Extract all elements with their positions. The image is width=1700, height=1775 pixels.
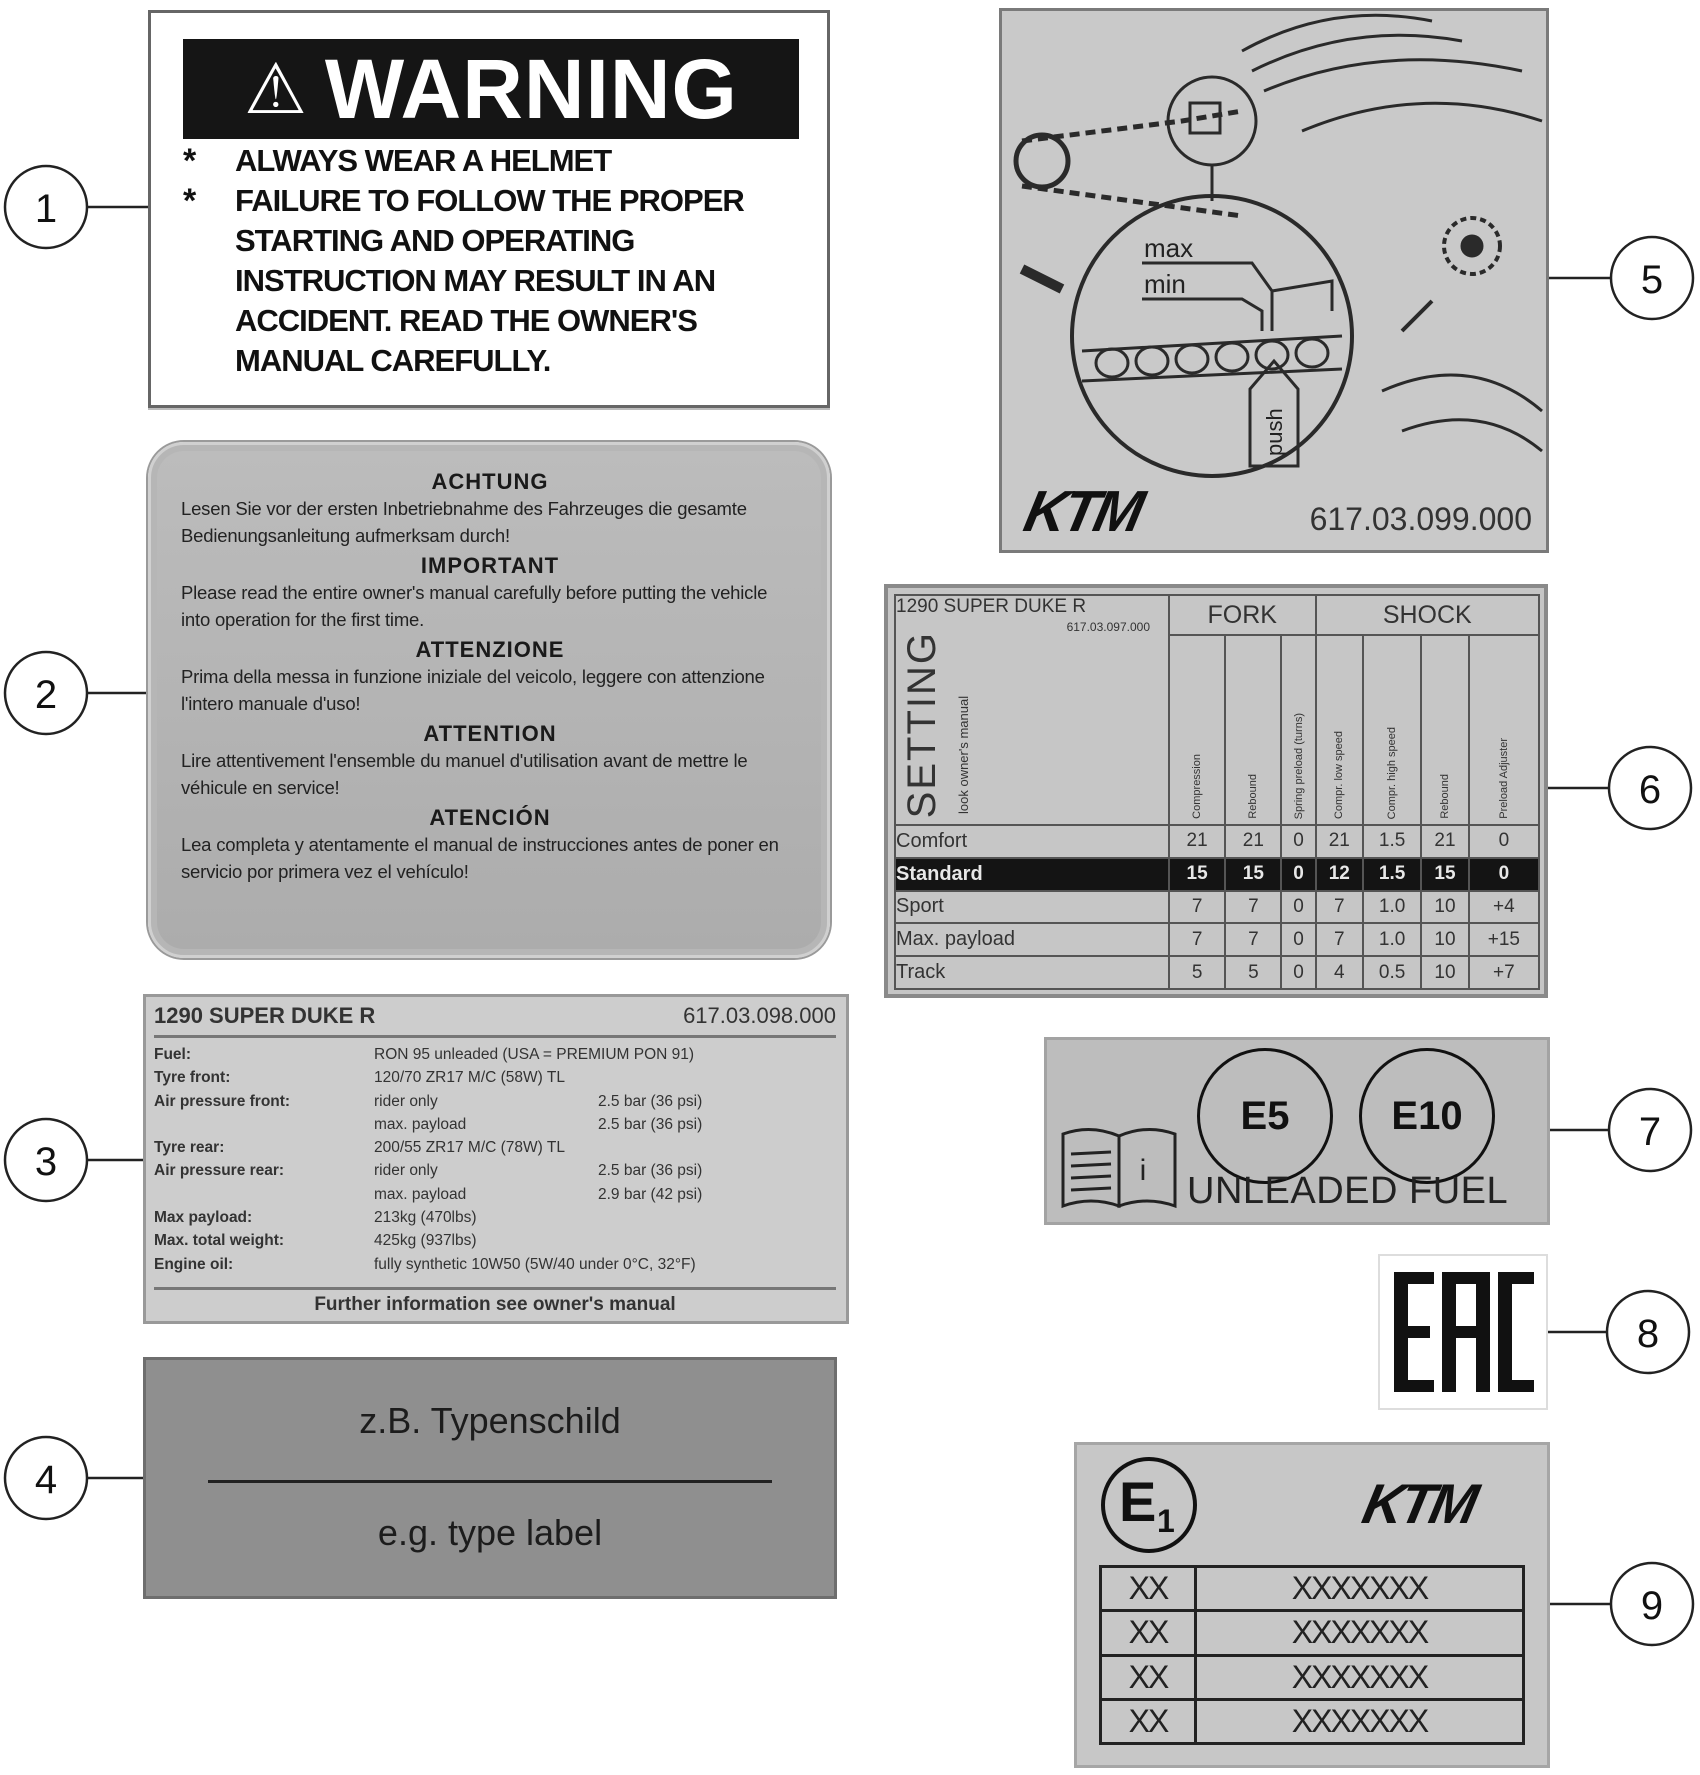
setting-model: 1290 SUPER DUKE R — [896, 596, 1087, 617]
spec-row-label: Air pressure front: — [154, 1092, 291, 1110]
warning-item-text: FAILURE TO FOLLOW THE PROPER STARTING AND OPERATING INSTRUCTION MAY RESULT IN AN ACCIDENT. READ THE OWNER'S MANUAL CAREFULLY. — [235, 183, 744, 378]
column-header-text: Compression — [1191, 754, 1204, 819]
spec-part-number: 617.03.098.000 — [683, 1003, 836, 1028]
cell: 7 — [1225, 923, 1281, 956]
info-book-icon — [1057, 1124, 1183, 1214]
e1-cell-code: XX — [1101, 1567, 1196, 1611]
notice-heading-fr: ATTENTION — [423, 721, 557, 746]
cell: 21 — [1225, 825, 1281, 858]
spec-row-extra: 2.5 bar (36 psi) — [598, 1092, 703, 1110]
spec-row — [154, 1253, 836, 1276]
spec-row-value: RON 95 unleaded (USA = PREMIUM PON 91) — [374, 1046, 695, 1063]
row-label: Track — [895, 956, 1169, 989]
cell: 1.0 — [1363, 891, 1421, 924]
spec-header — [154, 1003, 836, 1038]
cell: 7 — [1169, 891, 1225, 924]
setting-title: SETTING — [900, 630, 944, 818]
e1-row — [1101, 1567, 1524, 1611]
chain-part-number: 617.03.099.000 — [1309, 501, 1532, 537]
cell: 10 — [1421, 923, 1468, 956]
cell: +15 — [1469, 923, 1539, 956]
setting-row-comfort — [895, 825, 1539, 858]
e1-brand-logo — [1347, 1471, 1527, 1535]
cell: 7 — [1225, 891, 1281, 924]
e1-cell-value: XXXXXXX — [1196, 1611, 1524, 1655]
spec-row — [154, 1090, 836, 1113]
cell: +7 — [1469, 956, 1539, 989]
column-header — [1469, 635, 1539, 825]
row-label: Sport — [895, 891, 1169, 924]
warning-title: WARNING — [324, 41, 738, 136]
e1-table — [1099, 1565, 1525, 1745]
cell: 0 — [1281, 923, 1315, 956]
setting-row-sport — [895, 891, 1539, 924]
column-header-text: Rebound — [1247, 774, 1260, 819]
spec-model: 1290 SUPER DUKE R — [154, 1003, 376, 1028]
cell: 0 — [1281, 858, 1315, 891]
chain-tension-label — [999, 8, 1549, 553]
spec-row-extra: 2.9 bar (42 psi) — [598, 1185, 703, 1203]
multilanguage-notice-label — [148, 442, 830, 958]
e1-cell-code: XX — [1101, 1611, 1196, 1655]
fuel-ring-e5: E5 — [1197, 1048, 1333, 1184]
svg-text:i: i — [1139, 1154, 1147, 1187]
e1-cell-value: XXXXXXX — [1196, 1567, 1524, 1611]
spec-row — [154, 1113, 836, 1136]
e1-cell-value: XXXXXXX — [1196, 1699, 1524, 1743]
spec-row-label: Tyre rear: — [154, 1139, 225, 1157]
spec-row-label: Air pressure rear: — [154, 1162, 285, 1180]
setting-part-number: 617.03.097.000 — [1066, 620, 1150, 634]
warning-item — [183, 141, 803, 181]
callout-number-9: 9 — [1640, 1584, 1664, 1628]
cell: 21 — [1421, 825, 1468, 858]
spec-row — [154, 1159, 836, 1182]
cell: 0 — [1281, 825, 1315, 858]
setting-row-track — [895, 956, 1539, 989]
callout-number-2: 2 — [34, 673, 58, 717]
spec-row-extra: 2.5 bar (36 psi) — [598, 1162, 703, 1180]
e1-row — [1101, 1655, 1524, 1699]
column-header — [1421, 635, 1468, 825]
warning-banner — [183, 39, 799, 139]
type-label — [143, 1357, 837, 1599]
callout-number-3: 3 — [34, 1140, 58, 1184]
asterisk-icon: * — [183, 182, 196, 220]
chain-min-mark: min — [1144, 269, 1186, 299]
e1-approval-mark — [1101, 1457, 1197, 1553]
spec-row-label: Fuel: — [154, 1046, 192, 1063]
e1-cell-code: XX — [1101, 1655, 1196, 1699]
notice-text-de: Lesen Sie vor der ersten Inbetriebnahme des Fahrzeuges die gesamte Bedienungsanleitung aufmerksam durch! — [181, 498, 747, 546]
callout-number-4: 4 — [34, 1458, 58, 1502]
notice-text-es: Lea completa y atentamente el manual de instrucciones antes de poner en servicio por primera vez el vehículo! — [181, 834, 779, 882]
spec-row-label: Engine oil: — [154, 1255, 234, 1273]
column-header — [1169, 635, 1225, 825]
chain-brand-logo: KTM — [1018, 479, 1147, 544]
setting-row-max-payload — [895, 923, 1539, 956]
warning-item — [183, 181, 803, 381]
cell: 7 — [1316, 891, 1363, 924]
callout-number-1: 1 — [34, 187, 58, 231]
cell: 4 — [1316, 956, 1363, 989]
spec-footer: Further information see owner's manual — [154, 1287, 836, 1320]
column-header — [1225, 635, 1281, 825]
chain-push-mark: push — [1262, 408, 1287, 456]
asterisk-icon: * — [183, 142, 196, 180]
cell: 21 — [1316, 825, 1363, 858]
setting-subtitle: look owner's manual — [956, 695, 971, 814]
notice-text-fr: Lire attentivement l'ensemble du manuel d'utilisation avant de mettre le véhicule en service! — [181, 750, 748, 798]
spec-rows — [154, 1043, 836, 1276]
cell: 15 — [1225, 858, 1281, 891]
e1-brand-text: KTM — [1357, 1472, 1480, 1535]
spec-row-value: fully synthetic 10W50 (5W/40 under 0°C, 32°F) — [374, 1255, 696, 1273]
spec-row — [154, 1229, 836, 1252]
column-header — [1281, 635, 1315, 825]
e1-cell-value: XXXXXXX — [1196, 1655, 1524, 1699]
cell: 1.0 — [1363, 923, 1421, 956]
setting-table — [894, 594, 1540, 990]
chain-diagram — [1002, 11, 1546, 550]
eac-logo — [1380, 1256, 1546, 1408]
spec-row — [154, 1136, 836, 1159]
setting-header-cell — [895, 595, 1169, 825]
callout-number-8: 8 — [1636, 1312, 1660, 1356]
spec-row-label — [154, 1183, 374, 1206]
cell: +4 — [1469, 891, 1539, 924]
spec-row-value: rider only — [374, 1092, 438, 1110]
eac-mark-label — [1378, 1254, 1548, 1410]
notice-text-it: Prima della messa in funzione iniziale del veicolo, leggere con attenzione l'intero manuale d'uso! — [181, 666, 765, 714]
type-label-divider — [208, 1480, 772, 1483]
spec-row-value: 213kg (470lbs) — [374, 1209, 477, 1227]
cell: 5 — [1225, 956, 1281, 989]
warning-label — [148, 10, 830, 408]
row-label: Max. payload — [895, 923, 1169, 956]
cell: 7 — [1169, 923, 1225, 956]
spec-row — [154, 1206, 836, 1229]
type-label-english: e.g. type label — [377, 1512, 603, 1553]
spec-row-value: max. payload — [374, 1185, 467, 1203]
cell: 10 — [1421, 891, 1468, 924]
notice-heading-it: ATTENZIONE — [415, 637, 565, 662]
chain-max-mark: max — [1144, 233, 1194, 263]
column-header — [1363, 635, 1421, 825]
warning-triangle-icon: ⚠ — [244, 50, 307, 128]
warning-item-text: ALWAYS WEAR A HELMET — [235, 143, 612, 178]
e1-row — [1101, 1699, 1524, 1743]
group-fork: FORK — [1169, 595, 1316, 635]
spec-row-value: 120/70 ZR17 M/C (58W) TL — [374, 1069, 565, 1087]
spec-row-value: max. payload — [374, 1115, 467, 1133]
spec-row-label: Max payload: — [154, 1209, 253, 1227]
spec-row-value: 200/55 ZR17 M/C (78W) TL — [374, 1139, 565, 1157]
e1-cell-code: XX — [1101, 1699, 1196, 1743]
cell: 21 — [1169, 825, 1225, 858]
column-header-text: Preload Adjuster — [1497, 738, 1510, 819]
setting-row-standard — [895, 858, 1539, 891]
column-header-text: Compr. low speed — [1333, 730, 1346, 819]
e1-row — [1101, 1611, 1524, 1655]
column-header-text: Rebound — [1438, 774, 1451, 819]
callout-number-5: 5 — [1640, 258, 1664, 302]
specification-label — [143, 994, 849, 1324]
notice-heading-en: IMPORTANT — [420, 553, 560, 578]
spec-row-extra: 2.5 bar (36 psi) — [598, 1115, 703, 1133]
suspension-setting-label — [884, 584, 1548, 998]
row-label: Comfort — [895, 825, 1169, 858]
cell: 1.5 — [1363, 858, 1421, 891]
cell: 7 — [1316, 923, 1363, 956]
column-header-text: Compr. high speed — [1386, 726, 1399, 819]
notice-heading-de: ACHTUNG — [431, 469, 549, 494]
notice-heading-es: ATENCIÓN — [429, 805, 551, 830]
row-label: Standard — [895, 858, 1169, 891]
cell: 12 — [1316, 858, 1363, 891]
cell: 1.5 — [1363, 825, 1421, 858]
column-header-text: Spring preload (turns) — [1292, 712, 1305, 819]
spec-row-value: 425kg (937lbs) — [374, 1232, 477, 1250]
callout-number-6: 6 — [1638, 768, 1662, 812]
fuel-text: UNLEADED FUEL — [1187, 1170, 1509, 1212]
cell: 0.5 — [1363, 956, 1421, 989]
cell: 0 — [1469, 825, 1539, 858]
notice-text-en: Please read the entire owner's manual carefully before putting the vehicle into operation for the first time. — [181, 582, 768, 630]
e1-mark-letter: E — [1119, 1470, 1157, 1533]
spec-row-label: Tyre front: — [154, 1069, 231, 1087]
spec-row-label — [154, 1113, 374, 1136]
spec-row-value: rider only — [374, 1162, 438, 1180]
e1-approval-label — [1074, 1442, 1550, 1768]
cell: 0 — [1281, 891, 1315, 924]
spec-row-label: Max. total weight: — [154, 1232, 285, 1250]
cell: 5 — [1169, 956, 1225, 989]
spec-row — [154, 1183, 836, 1206]
cell: 10 — [1421, 956, 1468, 989]
column-header — [1316, 635, 1363, 825]
spec-row — [154, 1066, 836, 1089]
fuel-ring-e10: E10 — [1359, 1048, 1495, 1184]
spec-row — [154, 1043, 836, 1066]
cell: 15 — [1169, 858, 1225, 891]
type-label-german: z.B. Typenschild — [359, 1400, 621, 1441]
warning-list — [183, 141, 803, 381]
callout-number-7: 7 — [1638, 1110, 1662, 1154]
cell: 0 — [1281, 956, 1315, 989]
e1-mark-number: 1 — [1157, 1503, 1175, 1539]
fuel-label — [1044, 1037, 1550, 1225]
cell: 0 — [1469, 858, 1539, 891]
group-shock: SHOCK — [1316, 595, 1539, 635]
cell: 15 — [1421, 858, 1468, 891]
